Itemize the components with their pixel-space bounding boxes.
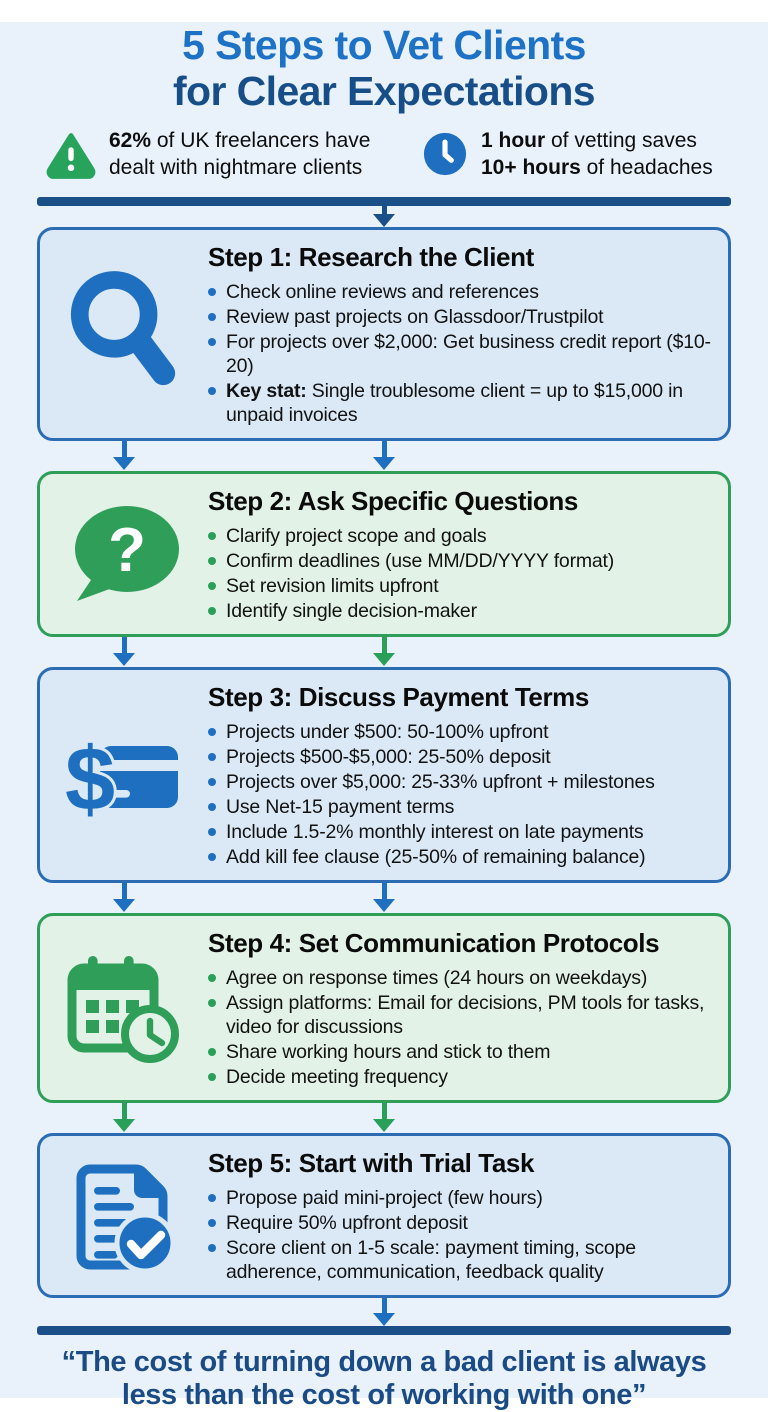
- arrow-down-icon: [372, 206, 396, 227]
- bullet-dot-icon: [208, 288, 216, 296]
- bullet-item: Decide meeting frequency: [208, 1065, 714, 1089]
- flow-connector: [0, 637, 768, 667]
- page-title-line1: 5 Steps to Vet Clients: [182, 22, 586, 68]
- stat-line: dealt with nightmare clients: [109, 156, 363, 179]
- arrow-down-icon: [372, 637, 396, 666]
- step-4-box: [37, 913, 731, 1103]
- bullet-item: For projects over $2,000: Get business credit report ($10-20): [208, 330, 714, 378]
- bullet-item: Set revision limits upfront: [208, 574, 714, 598]
- bullet-item: Add kill fee clause (25-50% of remaining balance): [208, 845, 714, 869]
- bullet-dot-icon: [208, 999, 216, 1007]
- step-1-bullets: [208, 280, 714, 427]
- magnifier-icon: [65, 265, 183, 403]
- bullet-item: Confirm deadlines (use MM/DD/YYYY format): [208, 549, 714, 573]
- flow-connector: [0, 206, 768, 227]
- question-bubble-icon: [67, 503, 181, 605]
- calendar-clock-icon: [66, 952, 182, 1064]
- bullet-item: Identify single decision-maker: [208, 599, 714, 623]
- bullet-item: Projects over $5,000: 25-33% upfront + milestones: [208, 770, 714, 794]
- bullet-dot-icon: [208, 1073, 216, 1081]
- bullet-item: Key stat: Single troublesome client = up to $15,000 in unpaid invoices: [208, 379, 714, 427]
- step-3-bullets: [208, 720, 714, 869]
- step-5-content: [208, 1146, 714, 1285]
- flow-connector: [0, 883, 768, 913]
- step-4-bullets: [208, 966, 714, 1089]
- bullet-item: Clarify project scope and goals: [208, 524, 714, 548]
- step-4-icon-col: [40, 952, 208, 1064]
- bullet-item: Use Net-15 payment terms: [208, 795, 714, 819]
- bullet-dot-icon: [208, 728, 216, 736]
- arrow-down-icon: [112, 1103, 136, 1132]
- infographic-page: [0, 22, 768, 1411]
- stat-text: [109, 127, 370, 181]
- flow-connector: [0, 441, 768, 471]
- step-5-title: Step 5: Start with Trial Task: [208, 1148, 535, 1178]
- svg-text:$: $: [64, 730, 116, 830]
- bullet-dot-icon: [208, 753, 216, 761]
- bullet-dot-icon: [208, 338, 216, 346]
- step-1-icon-col: [40, 265, 208, 403]
- step-3-icon-col: [40, 726, 208, 830]
- bullet-item: Share working hours and stick to them: [208, 1040, 714, 1064]
- arrow-down-icon: [372, 1298, 396, 1326]
- step-2-title: Step 2: Ask Specific Questions: [208, 486, 578, 516]
- bullet-dot-icon: [208, 778, 216, 786]
- flow-connector: [0, 1103, 768, 1133]
- footer-divider-bar: [37, 1326, 731, 1335]
- arrow-down-icon: [112, 637, 136, 666]
- bullet-dot-icon: [208, 387, 216, 395]
- step-4-content: [208, 926, 714, 1090]
- bullet-item: Propose paid mini-project (few hours): [208, 1186, 714, 1210]
- step-5-bullets: [208, 1186, 714, 1284]
- stat-line: 10+ hours of headaches: [481, 156, 713, 179]
- bullet-item: Projects under $500: 50-100% upfront: [208, 720, 714, 744]
- arrow-down-icon: [372, 1103, 396, 1132]
- bullet-item: Agree on response times (24 hours on weekdays): [208, 966, 714, 990]
- stat-nightmare-clients: [46, 127, 388, 181]
- stat-line: 1 hour of vetting saves: [481, 129, 697, 152]
- flow-connector: [0, 1298, 768, 1326]
- step-1-box: [37, 227, 731, 441]
- bullet-dot-icon: [208, 607, 216, 615]
- step-1-content: [208, 240, 714, 428]
- step-4-title: Step 4: Set Communication Protocols: [208, 928, 660, 958]
- bullet-dot-icon: [208, 853, 216, 861]
- bullet-dot-icon: [208, 557, 216, 565]
- step-2-bullets: [208, 524, 714, 623]
- step-5-box: [37, 1133, 731, 1298]
- bullet-dot-icon: [208, 582, 216, 590]
- stat-text: [481, 127, 713, 181]
- step-2-box: [37, 471, 731, 637]
- step-5-icon-col: [40, 1158, 208, 1274]
- warning-icon: [46, 131, 96, 178]
- svg-text:?: ?: [108, 516, 146, 585]
- step-3-box: [37, 667, 731, 883]
- bullet-item: Score client on 1-5 scale: payment timing, scope adherence, communication, feedback quality: [208, 1236, 714, 1284]
- bullet-dot-icon: [208, 828, 216, 836]
- step-3-content: [208, 680, 714, 870]
- arrow-down-icon: [112, 883, 136, 912]
- footer-quote-line2: less than the cost of working with one”: [121, 1379, 647, 1411]
- dollar-card-icon: [64, 726, 184, 830]
- bullet-item: Projects $500-$5,000: 25-50% deposit: [208, 745, 714, 769]
- page-title-line2: for Clear Expectations: [173, 68, 595, 114]
- page-title: [0, 22, 768, 114]
- bullet-item: Include 1.5-2% monthly interest on late payments: [208, 820, 714, 844]
- bullet-item: Check online reviews and references: [208, 280, 714, 304]
- bullet-dot-icon: [208, 1244, 216, 1252]
- stats-row: [0, 127, 768, 181]
- bullet-dot-icon: [208, 313, 216, 321]
- footer-quote: [0, 1346, 768, 1412]
- arrow-down-icon: [372, 441, 396, 470]
- bullet-dot-icon: [208, 1219, 216, 1227]
- stat-line: 62% of UK freelancers have: [109, 129, 371, 152]
- bullet-item: Assign platforms: Email for decisions, PM tools for tasks, video for discussions: [208, 991, 714, 1039]
- bullet-item: Review past projects on Glassdoor/Trustpilot: [208, 305, 714, 329]
- bullet-item: Require 50% upfront deposit: [208, 1211, 714, 1235]
- step-2-icon-col: [40, 503, 208, 605]
- arrow-down-icon: [112, 441, 136, 470]
- bullet-dot-icon: [208, 974, 216, 982]
- stat-vetting-time: [422, 127, 713, 181]
- arrow-down-icon: [372, 883, 396, 912]
- step-2-content: [208, 484, 714, 624]
- clock-icon: [422, 131, 468, 177]
- bullet-dot-icon: [208, 532, 216, 540]
- bullet-dot-icon: [208, 1194, 216, 1202]
- bullet-dot-icon: [208, 803, 216, 811]
- header-divider-bar: [37, 197, 731, 206]
- step-1-title: Step 1: Research the Client: [208, 242, 534, 272]
- bullet-dot-icon: [208, 1048, 216, 1056]
- step-3-title: Step 3: Discuss Payment Terms: [208, 682, 589, 712]
- footer-quote-line1: “The cost of turning down a bad client is always: [61, 1346, 707, 1378]
- doc-check-icon: [68, 1158, 180, 1274]
